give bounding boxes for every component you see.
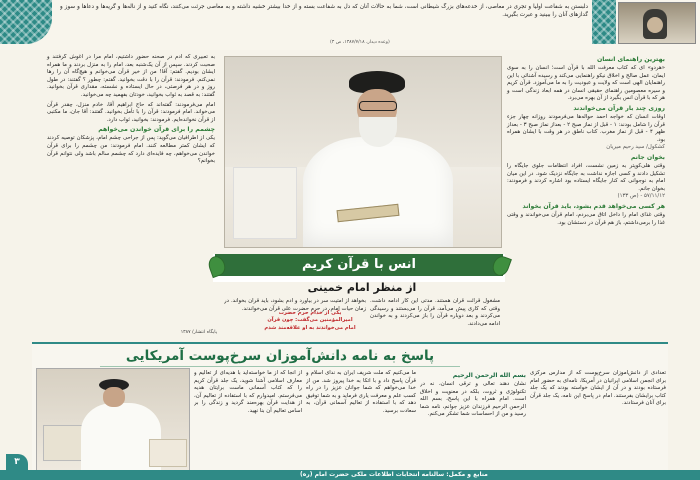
right-heading-4: هر کسی می‌خواهد قدم بشود، باید قرآن بخواند [522,202,665,210]
left-source: پایگاه انتشار/ ۱۳۸۷ [180,330,217,335]
letter-column-2-text: نشان دهند تعالی و ترقی انسان، نه در تکنولوژی و ثروت، بلکه در معنویت و اخلاق است. امام همراه با این پاسخ، بسم الله الرحمن الرحیم فرزندان عزیز جوانم، نامه شما رسید و من از احساسات شما تشکر می‌کنم. [420,381,526,418]
left-paragraph-1: به تعبیری که آدم در صحنه حضور داشتیم، امام مرا در آغوش گرفتند و صحبت کردند. سپس از آن یک‌شنبه بعد، امام را به منزل بردند و ما همراه ایشان بودیم. گفتم: آقا! من از خیر قرآن می‌خوانم و هیچ‌گاه آن را رها نمی‌کنم. فرمودند: قرآن را با دقت بخوانید. گفتم: چطور ؟ گفتند: در طول روز و در هر فرصتی، در حال ایستاده و نشسته، مقداری قرآن بخوانید. گفتند: به قصد به ثواب بخوانید، خودتان بفهمید چه می‌خوانید. [47,54,215,98]
top-portrait-photo [618,2,696,44]
right-source-3: ۵۷/۱۱/۱۲ - (ص ۱۳۳) [617,193,665,200]
letter-bismillah: بسم الله الرحمن الرحیم [452,372,526,379]
left-column [45,54,217,336]
letter-column-3: ما می‌کنیم که ملت شریف ایران به ندای اسلام و قرآن پاسخ داد و با اتکا به خدا پیروز شد. من از خدا می‌خواهم که شما جوانان عزیز را در راه کسب علم و معرفت یاری فرماید و به شما توفیق دهد که با استفاده از تعالیم آسمانی قرآن، به سعادت برسید. [306,370,416,414]
pull-quote: یکی از خدام حرم حضرت امیرالمؤمنین می‌گفت: چون قرآن امام می‌خواندند به او علاقه‌مند شدم [264,310,356,331]
right-source-2: کشکول/ سید رحیم میریان [606,144,665,151]
letter-section-title: پاسخ به نامه دانش‌آموزان سرخ‌پوست آمریکایی [125,348,435,364]
letter-column-1: تعدادی از دانش‌آموزان سرخ‌پوست که از مدارس مرکزی برای انجمن اسلامی ایرانیان در آمریکا، نامه‌ای به حضور امام فرستاده بودند و در آن از ایشان خواسته بودند که یک جلد کتاب برایشان بفرستند. امام در پاسخ این نامه، یک جلد قرآن برای آنان فرستادند. [530,370,666,407]
top-quote-text: دلبستن به شفاعت اولیا و تجری در معاصی، از خدعه‌های بزرگ شیطانی است، شما به حالات آنان که دل به شفاعت بسته و از خدا بیشتر خشیه داشته و به معاصی جرئت می‌کنند، نگاه کنید و از ناله‌ها و گریه‌ها و دعاها و سوز و گدازهای آنان را ببینید و عبرت بگیرید. [60,4,588,19]
right-column [505,54,667,376]
top-ornament-right [592,0,616,44]
top-ornament-left [0,0,52,44]
letter-column-2 [420,370,526,472]
right-paragraph-1: «هردو» ای که کتاب معرفت الله با قرآن است؛ انسان را به سوی ایمان، عمل صالح و اخلاق نیکو راهنمایی می‌کند و رسیده آشنائی با این راهنمایان الهی است که ولایت و عبودیت را به ما می‌آموزد. قرآن کریم و سیره معصومین راهنمای حقیقی انسان در همه ابعاد زندگی است و هر که با قرآن انس بگیرد از آن بهره می‌برد. [507,65,665,102]
center-paragraph-right: مشغول قرائت قرآن هستند. مدتی این کار ادامه داشت. وقتی که کاری پیش می‌آمد، قرآن را می‌بستند و رسیدگی می‌کردند و بعد دوباره قرآن را باز می‌کردند و به خواندن ادامه می‌دادند. [370,298,500,327]
letter-column-4: از آنجا که از ما خواسته‌اید با هدیه‌ای از تعالیم و معارف اسلامی آشنا شوید، یک جلد قرآن کریم را که کتاب آسمانی ماست برایتان هدیه می‌فرستم. امیدوارم که با استفاده از تعالیم آن، از هدایت قرآن بهره‌مند گردید و زندگی را بر اساس تعالیم آن بنا نهید. [194,370,302,414]
right-margin [668,52,700,392]
top-strip [0,0,700,50]
bottom-strip-text: منابع و مکمل: سالنامه انتخابات اطلاعات ملکی حضرت امام (ره) [300,471,488,478]
left-paragraph-3: یکی از اطرافیان می‌گوید: پس از جراحی چشم امام، پزشکان توصیه کردند که ایشان کمتر مطالعه کنند. امام فرمودند: من چشمم را برای قرآن خواندن می‌خواهم، چه فایده‌ای دارد که چشمم سالم باشد ولی نتوانم قرآن بخوانم؟ [47,135,215,165]
right-paragraph-4: وقتی غذای امام را داخل اتاق می‌بردم، امام قرآن می‌خواندند و وقتی غذا را برمی‌داشتم، باز هم قرآن در دستشان بود. [507,211,665,226]
main-portrait-photo [224,56,502,248]
letter-section-photo [36,368,190,474]
left-margin [0,52,42,392]
top-quote-source: (وعده دیدار، ۱۳۸۷/۷/۱۸، ص ۳) [330,40,390,45]
left-heading-3: چشمم را برای قرآن خواندن می‌خواهم [98,126,215,134]
right-paragraph-3: وقتی هلی‌کوپتر به زمین نشست، افراد انتظامات جلوی جایگاه را تشکیل دادند و کسی اجازه نداشت به جایگاه نزدیک شود. در این میان امام به نوجوانی که کنار جایگاه ایستاده بود اشاره کردند و فرمودند: بخوان جانم. [507,162,665,192]
article-title: انس با قرآن کریم [302,257,416,272]
letter-title-divider [100,366,460,367]
center-paragraph-left: بخواهد از امتیت سر در بیاورد و آدم بشود، باید قرآن بخواند. در زمان حیات امام، در حرم حضرت علی قرآن می‌خواندند. [224,298,366,312]
page-number: ۳ [6,454,28,470]
left-paragraph-2: امام می‌فرمودند: گفته‌اند که حاج ابراهیم آقا، خادم منزل، چقدر قرآن می‌خواند. امام فرمودند: قرآن را با تأمل بخوانید. گفتند: آقا جان، ما مکتبی از قرآن نخوانده‌ایم. فرمودند: بخوانید، ثواب دارد. [47,101,215,123]
article-subtitle: از منظر امام خمینی [307,281,417,294]
title-banner [213,254,505,282]
right-heading-3: بخوان جانم [630,153,665,161]
right-heading-1: بهترین راهنمای انسان [597,56,665,63]
right-paragraph-2: اوقات انسان که خواجه احمد حواله‌ها می‌فرمودند روزانه چهار جزء قرآن را شامل بودند: ۱ - قبل از نماز صبح ۲ - بعداز نماز صبح ۳ - بعداز ظهر ۴ - قبل از نماز مغرب. کتاب ناطق در هر وقت با ایشان همراه بود. [507,113,665,143]
right-heading-2: روزی چند بار قرآن می‌خواندند [573,104,665,112]
